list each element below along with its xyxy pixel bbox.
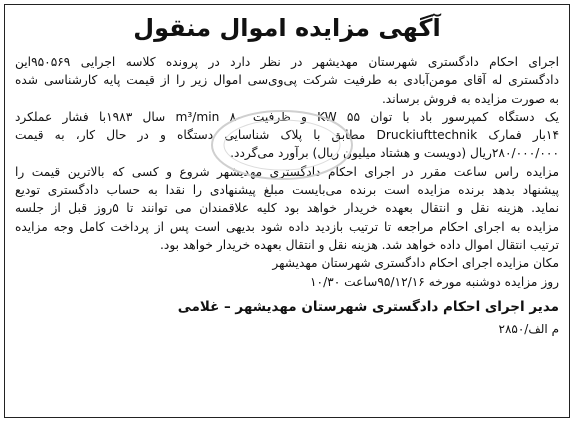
- notice-line: نماید. هزینه نقل و انتقال بعهده خریدار خواهد بود کلیه علاقمندان می توانند تا ۵روز قبل از جلسه: [15, 201, 559, 216]
- notice-line: دادگستری له آقای مومن‌آبادی به طرفیت شرکت پی‌وی‌سی اموال زیر را از قیمت پایه کارشناسی شده: [15, 73, 559, 88]
- notice-line: به صورت مزایده به فروش برساند.: [381, 91, 559, 106]
- notice-line: اجرای احکام دادگستری شهرستان مهدیشهر در نظر دارد در پرونده کلاسه اجرایی ۹۵۰۵۶۹این: [15, 55, 559, 69]
- notice-line: روز مزایده دوشنبه مورخه ۹۵/۱۲/۱۶ساعت ۱۰/۳۰: [309, 274, 559, 289]
- notice-title: آگهی مزایده اموال منقول: [133, 14, 441, 42]
- notice-line: مزایده راس ساعت مقرر در اجرای احکام دادگستری مهدیشهر شروع و کسی که بالاترین قیمت را: [15, 164, 559, 179]
- notice-line: مزایده به اجرای احکام مراجعه تا ترتیب بازدید داده شود بدیهی است پس از پرداخت کامل وجه مزایده: [15, 219, 559, 234]
- signature: مدیر اجرای احکام دادگستری شهرستان مهدیشهر – غلامی: [177, 298, 559, 315]
- notice-line: پیشنهاد بدهد برنده مزایده است برنده می‌بایست مبلغ پیشنهادی را نقدا به حساب دادگستری تودیع: [15, 183, 559, 198]
- notice-line: ترتیب انتقال اموال داده خواهد شد. هزینه نقل و انتقال بعهده خریدار خواهد بود.: [160, 237, 559, 252]
- notice-line: مکان مزایده اجرای احکام دادگستری شهرستان مهدیشهر: [272, 256, 559, 271]
- auction-notice: [4, 4, 570, 418]
- notice-line: ۱۴بار فمارک Druckiufttechnik مطابق با پلاک شناسایی دستگاه و در حال کار، به قیمت: [15, 128, 559, 143]
- notice-line: یک دستگاه کمپرسور باد با توان ۵۵ KW و ظرفیت ۸۰ m³/min سال ۱۹۸۳با فشار عملکرد: [15, 109, 559, 124]
- notice-line: ۲۸۰/۰۰۰/۰۰۰ریال (دویست و هشتاد میلیون ریال) برآورد می‌گردد.: [230, 146, 559, 161]
- reference-number: م الف/۲۸۵۰: [498, 321, 559, 336]
